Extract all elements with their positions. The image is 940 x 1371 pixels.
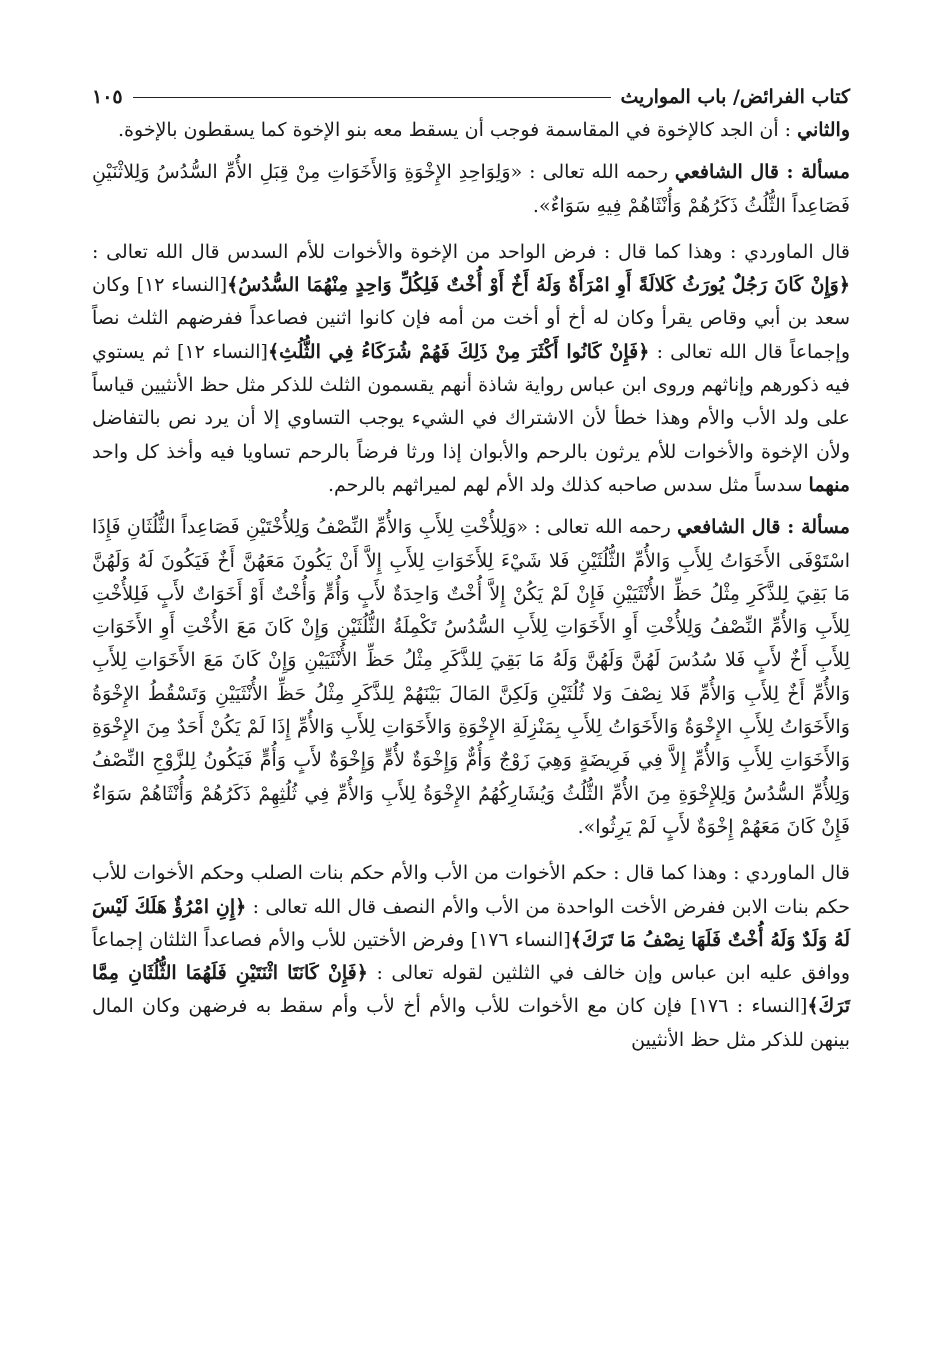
masala-heading: مسألة : قال الشافعي — [677, 516, 850, 539]
bold-word: منهما — [808, 473, 850, 496]
commentary-text: سدساً مثل سدس صاحبه كذلك ولد الأم لهم لميراثهم بالرحم. — [328, 473, 803, 496]
commentary-text: [النساء ١٧٦] وفرض الأختين للأب والأم فصاعداً الثلثان إجماعاً ووافق عليه ابن عباس وإن خالف في الثلثين لقوله تعالى : — [92, 928, 850, 985]
quran-verse: ﴿فَإِنْ كَانَتَا اثْنَتَيْنِ فَلَهُمَا الثُّلُثَانِ مِمَّا تَرَكَ﴾ — [92, 962, 850, 1018]
paragraph-second-opinion — [92, 114, 850, 147]
commentary-text: قال الماوردي : وهذا كما قال : حكم الأخوات من الأب والأم حكم بنات الصلب وحكم الأخوات للأب حكم بنات الابن ففرض الأخت الواحدة من الأب والأم النصف قال الله تعالى : — [92, 862, 851, 918]
page-number: ١٠٥ — [92, 86, 123, 108]
paragraph-text: : أن الجد كالإخوة في المقاسمة فوجب أن يسقط معه بنو الإخوة كما يسقطون بالإخوة. — [118, 119, 792, 141]
quran-verse: ﴿وَإِنْ كَانَ رَجُلٌ يُورَثُ كَلالَةً أَوِ امْرَأَةٌ وَلَهُ أَخٌ أَوْ أُخْتٌ فَلِكُلِّ وَاحِدٍ مِنْهُمَا السُّدُسُ﴾ — [227, 274, 850, 297]
commentary-text: [النساء : ١٧٦] فإن كان مع الأخوات للأب والأم أخ لأب وأم سقط به فرضهن وكان المال بينهن للذكر مثل حظ الأنثيين — [92, 995, 850, 1051]
mawardi-commentary-1 — [92, 236, 850, 502]
lead-word: والثاني — [797, 119, 850, 141]
masala-heading: مسألة : قال الشافعي — [674, 161, 850, 184]
running-title: كتاب الفرائض/ باب المواريث — [620, 86, 850, 108]
commentary-text: قال الماوردي : وهذا كما قال : فرض الواحد من الإخوة والأخوات للأم السدس قال الله تعالى : — [92, 240, 850, 263]
header-rule — [133, 97, 611, 98]
masala-text: رحمه الله تعالى : «وَلِوَاحِدِ الإِخْوَةِ وَالأَخَوَاتِ مِنْ قِبَلِ الأُمِّ السُّدُسُ وَلِلاثْنَيْنِ فَصَاعِداً الثُّلُثُ ذَكَرُهُمْ وَأُنْثَاهُمْ فِيهِ سَوَاءٌ». — [92, 161, 850, 217]
commentary-text: [النساء ١٢] ثم يستوي فيه ذكورهم وإناثهم وروى ابن عباس رواية شاذة أنهم يقسمون الثلث للذكر مثل حظ الأنثيين قياساً على ولد الأب والأم وهذا خطأ لأن الاشتراك في الشيء يوجب التساوي إلا أن يرد نص بالتفاضل ولأن الإخوة والأخوات للأم يرثون بالرحم والأبوان إذا ورثا فرضاً بالرحم تساويا فيه وأخذ كل واحد — [92, 340, 850, 463]
book-page — [92, 80, 850, 1057]
masala-2 — [92, 511, 850, 844]
masala-1 — [92, 156, 850, 223]
quran-verse: ﴿فَإِنْ كَانُوا أَكْثَرَ مِنْ ذَلِكَ فَهُمْ شُرَكَاءُ فِي الثُّلُثِ﴾ — [267, 340, 650, 363]
masala-text: رحمه الله تعالى : «وَلِلأُخْتِ لِلأَبِ وَالأُمِّ النِّصْفُ وَلِلأُخْتَيْنِ فَصَاعِداً الثُّلُثَانِ فَإِذَا اسْتَوْفَى الأَخَوَاتُ لِلأَبِ وَالأُمِّ الثُّلُثَيْنِ فَلا شَيْءَ لِلأَخَوَاتِ لِلأَبِ إِلاَّ أَنْ يَكُونَ مَعَهُنَّ أَخٌ فَيَكُونَ لَهُ وَلَهُنَّ مَا بَقِيَ لِلذَّكَرِ مِثْلُ حَظِّ الأُنْثَيَيْنِ فَإِنْ لَمْ يَكُنْ إِلاَّ أُخْتٌ وَاحِدَةٌ لأَبٍ وَأُمٍّ وَأُخْتٌ أَوْ أَخَوَاتٌ لأَبٍ فَلِلأُخْتِ لِلأَبِ وَالأُمِّ النِّصْفُ وَلِلأُخْتِ أَوِ الأَخَوَاتِ لِلأَبِ السُّدُسُ تَكْمِلَةُ الثُّلُثَيْنِ وَإِنْ كَانَ مَعَ الأُخْتِ أَوِ الأَخَوَاتِ لِلأَبِ أَخٌ لأَبٍ فَلا سُدُسَ لَهُنَّ وَلَهُنَّ وَلَهُ مَا بَقِيَ لِلذَّكَرِ مِثْلُ حَظِّ الأُنْثَيَيْنِ وَإِنْ كَانَ مَعَ الأَخَوَاتِ لِلأَبِ وَالأُمِّ أَخٌ لِلأَبِ وَالأُمِّ فَلا نِصْفَ وَلا ثُلُثَيْنِ وَلَكِنَّ المَالَ بَيْنَهُمْ لِلذَّكَرِ مِثْلُ حَظِّ الأُنْثَيَيْنِ وَتَسْقُطُ الإِخْوَةُ وَالأَخَوَاتُ لِلأَبِ الإِخْوَةُ وَالأَخَوَاتُ لِلأَبِ بِمَنْزِلَةِ الإِخْوَةِ وَالأَخَوَاتِ لِلأَبِ وَالأُمِّ إِذَا لَمْ يَكُنْ أَحَدٌ مِنَ الإِخْوَةِ وَالأَخَوَاتِ لِلأَبِ وَالأُمِّ إِلاَّ فِي فَرِيضَةٍ وَهِيَ زَوْجٌ وَأُمٌّ وَإِخْوَةٌ لأُمٍّ وَإِخْوَةٌ لأَبٍ وَأُمٍّ فَيَكُونُ لِلزَّوْجِ النِّصْفُ وَلِلأُمِّ السُّدُسُ وَلِلإِخْوَةِ مِنَ الأُمِّ الثُّلُثُ وَيُشَارِكُهُمُ الإِخْوَةُ لِلأَبِ وَالأُمِّ فِي ثُلُثِهِمْ ذَكَرُهُمْ وَأُنْثَاهُمْ سَوَاءٌ فَإِنْ كَانَ مَعَهُمْ إِخْوَةٌ لأَبٍ لَمْ يَرِثُوا». — [92, 516, 851, 838]
quran-verse: ﴿إِنِ امْرُؤٌ هَلَكَ لَيْسَ لَهُ وَلَدٌ وَلَهُ أُخْتٌ فَلَهَا نِصْفُ مَا تَرَكَ﴾ — [92, 895, 850, 951]
mawardi-commentary-2 — [92, 857, 850, 1057]
commentary-text: [النساء ١٢] وكان سعد بن أبي وقاص يقرأ وكان له أخ أو أخت من أمه فإن كانوا اثنين فصاعداً ففرضهم الثلث نصاً وإجماعاً قال الله تعالى : — [92, 274, 850, 363]
page-header — [92, 80, 850, 114]
